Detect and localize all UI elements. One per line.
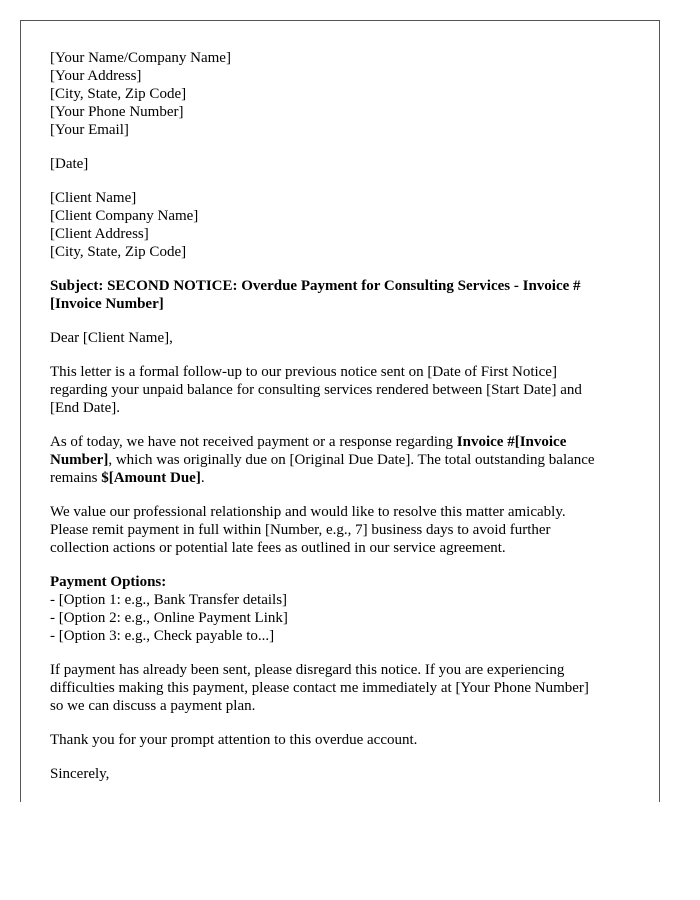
sender-city: [City, State, Zip Code] <box>50 86 187 102</box>
paragraph-line: regarding your unpaid balance for consulting services rendered between [Start Date] and <box>50 382 582 398</box>
paragraph-text: . <box>200 470 205 486</box>
recipient-company: [Client Company Name] <box>50 208 199 224</box>
paragraph-balance <box>50 433 630 487</box>
paragraph-line: [End Date]. <box>50 400 120 416</box>
paragraph-line: This letter is a formal follow-up to our previous notice sent on [Date of First Notice] <box>50 364 557 380</box>
payment-options <box>50 573 630 645</box>
paragraph-follow-up <box>50 363 630 417</box>
paragraph-line: Please remit payment in full within [Number, e.g., 7] business days to avoid further <box>50 522 551 538</box>
recipient-name: [Client Name] <box>50 190 137 206</box>
paragraph-line <box>50 433 630 451</box>
signoff-text: Sincerely, <box>50 766 110 782</box>
closing-thanks <box>50 731 630 749</box>
date-block <box>50 155 630 173</box>
salutation <box>50 329 630 347</box>
paragraph-text: As of today, we have not received payment or a response regarding <box>50 434 457 450</box>
paragraph-line: so we can discuss a payment plan. <box>50 698 256 714</box>
payment-option-item: - [Option 2: e.g., Online Payment Link] <box>50 610 288 626</box>
payment-option-item: - [Option 1: e.g., Bank Transfer details] <box>50 592 288 608</box>
amount-due-bold: $[Amount Due] <box>101 470 201 486</box>
paragraph-text: , which was originally due on [Original Due Date]. The total outstanding balance <box>108 452 595 468</box>
paragraph-text: remains <box>50 470 102 486</box>
sender-phone: [Your Phone Number] <box>50 104 184 120</box>
paragraph-line: If payment has already been sent, please disregard this notice. If you are experiencing <box>50 662 565 678</box>
invoice-number-bold: Invoice #[Invoice <box>456 434 567 450</box>
sender-email: [Your Email] <box>50 122 129 138</box>
payment-options-heading: Payment Options: <box>50 574 167 590</box>
recipient-address: [Client Address] <box>50 226 149 242</box>
salutation-text: Dear [Client Name], <box>50 330 173 346</box>
paragraph-line <box>50 469 630 487</box>
invoice-number-bold-cont: Number] <box>50 452 109 468</box>
sender-block <box>50 49 630 139</box>
letter-page <box>20 20 660 802</box>
paragraph-resolution <box>50 503 630 557</box>
signoff <box>50 765 630 783</box>
sender-name: [Your Name/Company Name] <box>50 50 231 66</box>
paragraph-line <box>50 451 630 469</box>
recipient-city: [City, State, Zip Code] <box>50 244 187 260</box>
payment-option-item: - [Option 3: e.g., Check payable to...] <box>50 628 275 644</box>
sender-address: [Your Address] <box>50 68 142 84</box>
paragraph-line: We value our professional relationship and would like to resolve this matter amicably. <box>50 504 566 520</box>
subject-line-1: Subject: SECOND NOTICE: Overdue Payment for Consulting Services - Invoice # <box>50 278 581 294</box>
paragraph-disregard <box>50 661 630 715</box>
subject-line <box>50 277 630 313</box>
letter-body <box>50 49 630 799</box>
recipient-block <box>50 189 630 261</box>
closing-thanks-text: Thank you for your prompt attention to this overdue account. <box>50 732 418 748</box>
paragraph-line: difficulties making this payment, please contact me immediately at [Your Phone Number] <box>50 680 589 696</box>
paragraph-line: collection actions or potential late fees as outlined in our service agreement. <box>50 540 506 556</box>
subject-line-2: [Invoice Number] <box>50 296 164 312</box>
letter-date: [Date] <box>50 156 89 172</box>
